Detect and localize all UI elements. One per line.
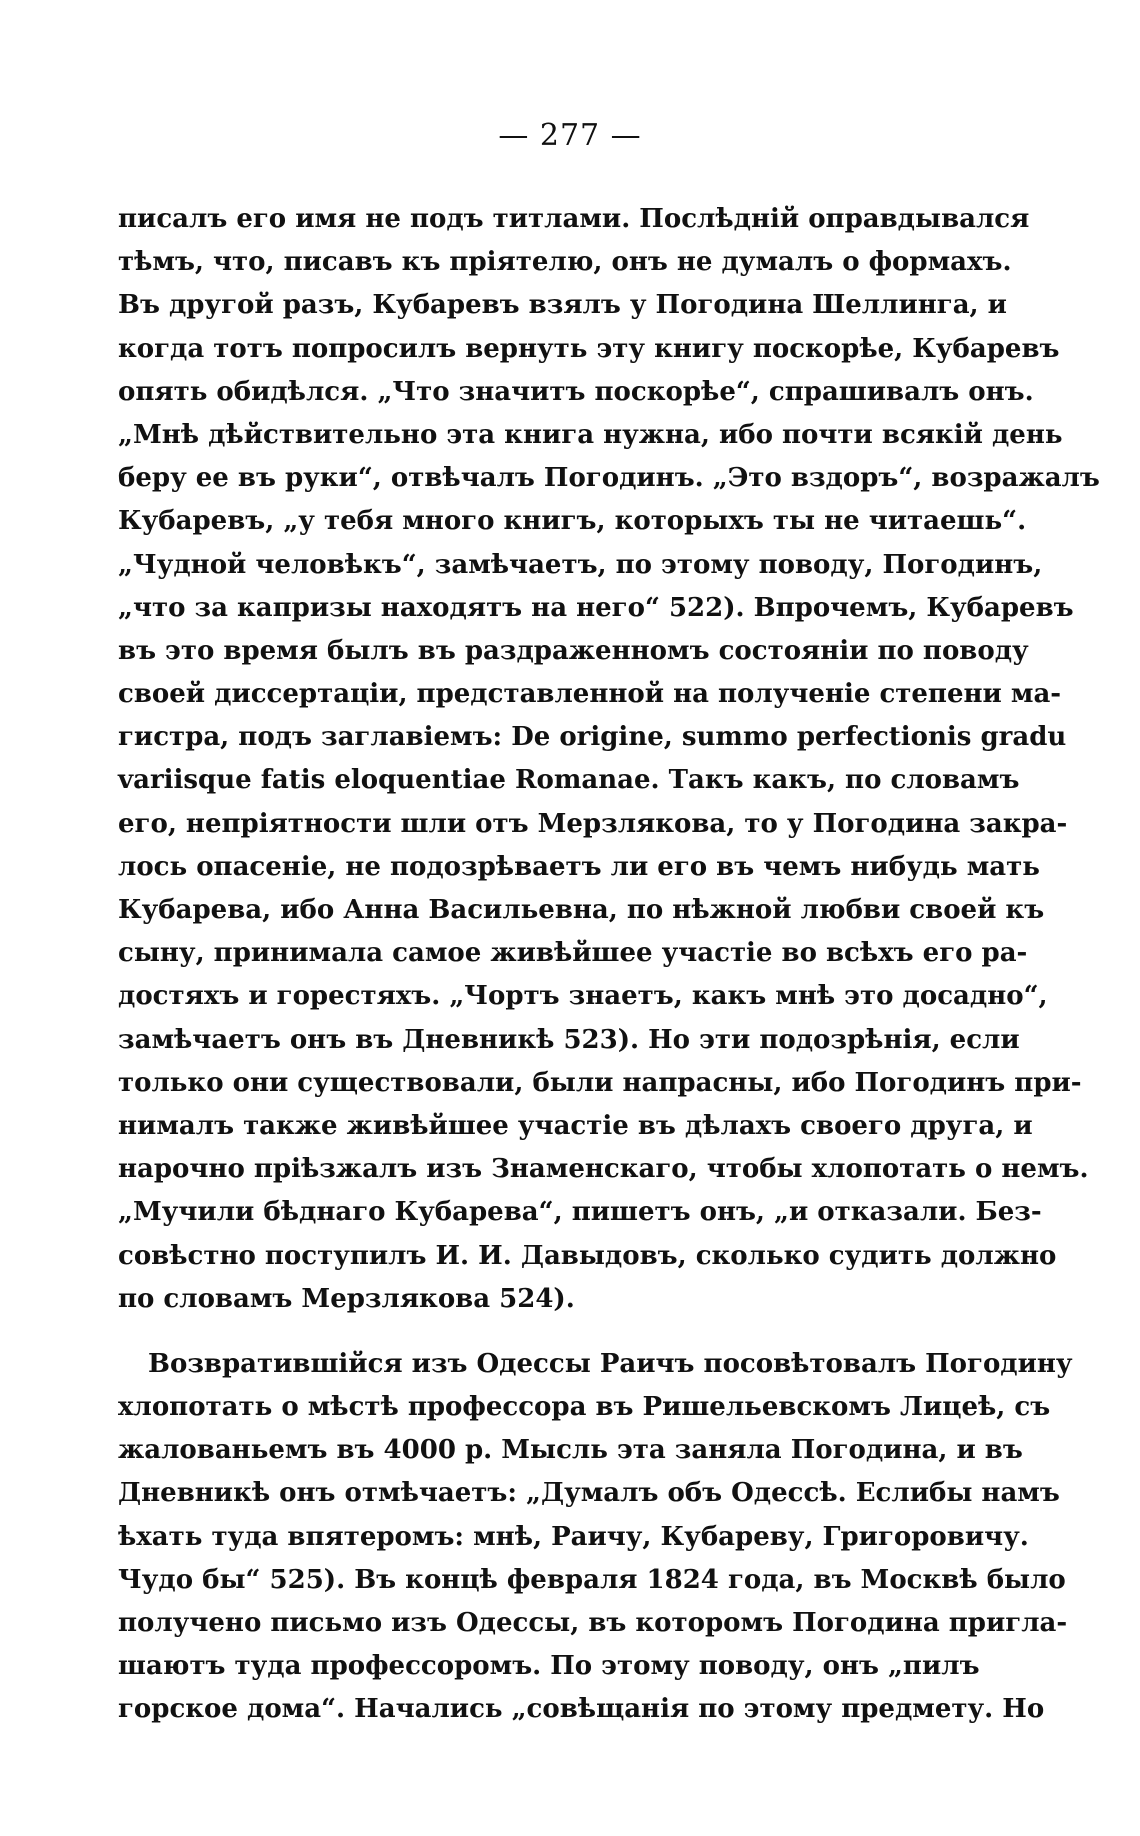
text-line: въ это время былъ въ раздраженномъ состояніи по поводу — [118, 635, 1029, 666]
text-line: variisque fatis eloquentiae Romanae. Такъ какъ, по словамъ — [118, 765, 1020, 796]
text-line: только они существовали, были напрасны, ибо Погодинъ при- — [118, 1067, 1082, 1098]
text-line: „что за капризы находятъ на него“ 522). Впрочемъ, Кубаревъ — [118, 592, 1074, 623]
text-line: Дневникѣ онъ отмѣчаетъ: „Думалъ объ Одессѣ. Еслибы намъ — [118, 1478, 1060, 1509]
text-line: „Мнѣ дѣйствительно эта книга нужна, ибо почти всякій день — [118, 419, 1063, 450]
text-line: хлопотать о мѣстѣ профессора въ Ришельевскомъ Лицеѣ, съ — [118, 1392, 1051, 1423]
paragraph-1 — [118, 198, 1100, 1321]
text-line: шаютъ туда профессоромъ. По этому поводу, онъ „пилъ — [118, 1651, 980, 1682]
text-line: „Чудной человѣкъ“, замѣчаетъ, по этому поводу, Погодинъ, — [118, 549, 1043, 580]
text-line: Кубаревъ, „у тебя много книгъ, которыхъ ты не читаешь“. — [118, 506, 1027, 537]
text-line: лось опасеніе, не подозрѣваетъ ли его въ чемъ нибудь мать — [118, 851, 1040, 882]
text-line: тѣмъ, что, писавъ къ пріятелю, онъ не думалъ о формахъ. — [118, 247, 1012, 278]
text-line: совѣстно поступилъ И. И. Давыдовъ, сколько судить должно — [118, 1240, 1057, 1271]
text-line: ѣхать туда впятеромъ: мнѣ, Раичу, Кубареву, Григоровичу. — [118, 1521, 1029, 1552]
text-line: Кубарева, ибо Анна Васильевна, по нѣжной любви своей къ — [118, 895, 1045, 925]
text-line: достяхъ и горестяхъ. „Чортъ знаетъ, какъ мнѣ это досадно“, — [118, 981, 1048, 1012]
text-line: гистра, подъ заглавіемъ: De origine, summo perfectionis gradu — [118, 722, 1067, 753]
text-line: Возвратившійся изъ Одессы Раичъ посовѣтовалъ Погодину — [148, 1348, 1073, 1379]
text-line: горское дома“. Начались „совѣщанія по этому предмету. Но — [118, 1694, 1045, 1725]
text-line: „Мучили бѣднаго Кубарева“, пишетъ онъ, „и отказали. Без- — [118, 1197, 1042, 1228]
text-line: нарочно пріѣзжалъ изъ Знаменскаго, чтобы хлопотать о немъ. — [118, 1154, 1089, 1185]
text-line: его, непріятности шли отъ Мерзлякова, то у Погодина закра- — [118, 808, 1068, 839]
page-number: — 277 — — [498, 118, 642, 153]
text-line: когда тотъ попросилъ вернуть эту книгу поскорѣе, Кубаревъ — [118, 333, 1060, 364]
text-line: жалованьемъ въ 4000 р. Мысль эта заняла Погодина, и въ — [118, 1435, 1023, 1466]
body-text — [118, 198, 1100, 1732]
text-line: сыну, принимала самое живѣйшее участіе во всѣхъ его ра- — [118, 938, 1028, 969]
text-line: нималъ также живѣйшее участіе въ дѣлахъ своего друга, и — [118, 1110, 1033, 1141]
paragraph-spacer — [118, 1321, 950, 1343]
text-line: Чудо бы“ 525). Въ концѣ февраля 1824 года, въ Москвѣ было — [118, 1564, 1066, 1595]
text-line: своей диссертаціи, представленной на полученіе степени ма- — [118, 679, 1062, 710]
text-line: по словамъ Мерзлякова 524). — [118, 1283, 575, 1314]
text-line: Въ другой разъ, Кубаревъ взялъ у Погодина Шеллинга, и — [118, 290, 1007, 321]
text-line: беру ее въ руки“, отвѣчалъ Погодинъ. „Это вздоръ“, возражалъ — [118, 463, 1100, 494]
text-line: писалъ его имя не подъ титлами. Послѣдній оправдывался — [118, 204, 1030, 234]
paragraph-2 — [118, 1343, 1073, 1732]
text-line: получено письмо изъ Одессы, въ которомъ Погодина пригла- — [118, 1608, 1068, 1638]
text-line: опять обидѣлся. „Что значитъ поскорѣе“, спрашивалъ онъ. — [118, 376, 1034, 407]
text-line: замѣчаетъ онъ въ Дневникѣ 523). Но эти подозрѣнія, если — [118, 1024, 1020, 1055]
